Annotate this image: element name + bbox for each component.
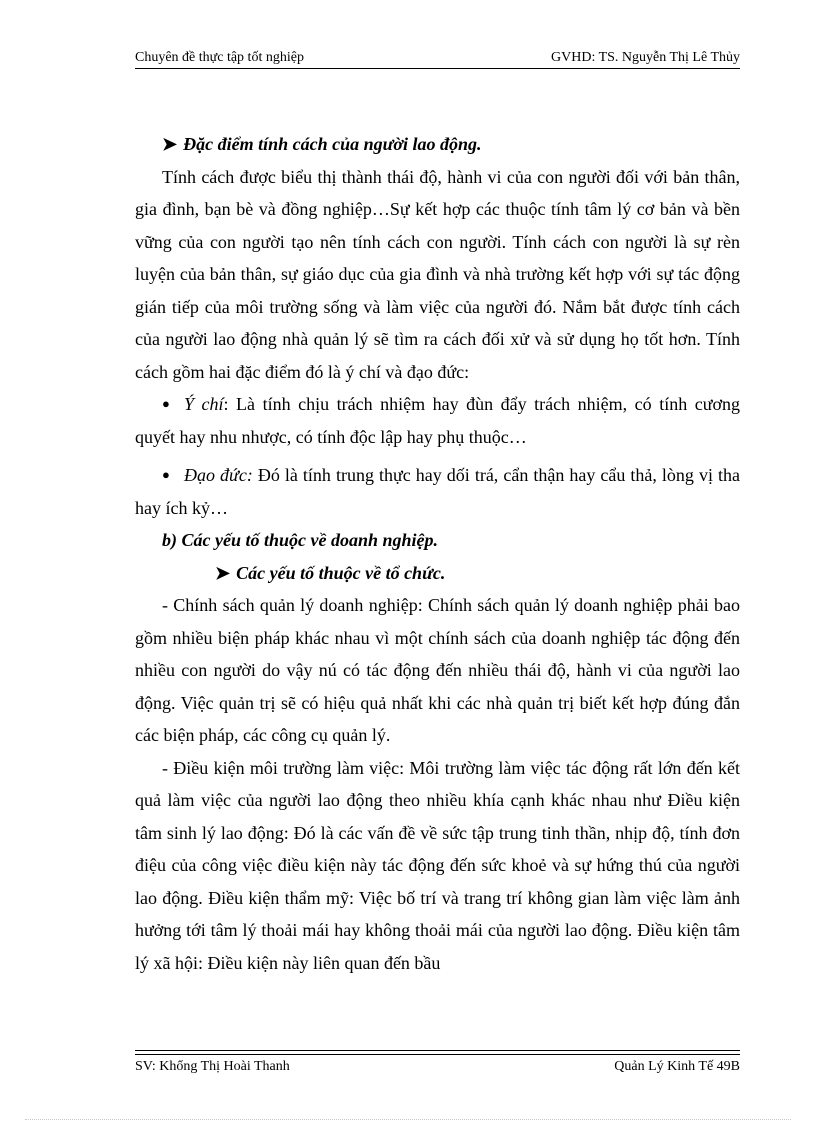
header-supervisor: GVHD: TS. Nguyễn Thị Lê Thủy — [551, 50, 740, 65]
section-heading: ➤ Đặc điểm tính cách của người lao động. — [162, 128, 740, 161]
bullet-item-y-chi — [135, 388, 740, 453]
subsection-heading-b: b) Các yếu tố thuộc về doanh nghiệp. — [162, 530, 439, 550]
bullet-term: Ý chí — [184, 394, 224, 414]
arrow-bullet-icon: ➤ — [215, 562, 231, 583]
bullet-item-dao-duc — [135, 459, 740, 524]
bullet-text: : Là tính chịu trách nhiệm hay đùn đẩy trách nhiệm, có tính cương quyết hay nhu nhược, có tính độc lập hay phụ thuộc… — [135, 394, 740, 447]
footer-student: SV: Khổng Thị Hoài Thanh — [135, 1059, 290, 1074]
section-heading-organization: ➤ Các yếu tố thuộc về tổ chức. — [215, 557, 740, 590]
footer-class: Quản Lý Kinh Tế 49B — [614, 1059, 740, 1074]
bullet-term: Đạo đức: — [184, 465, 253, 485]
bullet-text: Đó là tính trung thực hay dối trá, cẩn thận hay cẩu thả, lòng vị tha hay ích kỷ… — [135, 465, 740, 518]
page-edge-dotted-line — [25, 1119, 791, 1120]
footer-rule — [135, 1050, 740, 1055]
bullet-icon: ● — [162, 396, 170, 411]
header-rule — [135, 68, 740, 69]
paragraph: Tính cách được biểu thị thành thái độ, hành vi của con người đối với bản thân, gia đình, bạn bè và đồng nghiệp…Sự kết hợp các thuộc tính tâm lý cơ bản và bền vững của con người tạo nên tính cách con người. Tính cách con người là sự rèn luyện của bản thân, sự giáo dục của gia đình và nhà trường kết hợp với sự tác động gián tiếp của môi trường sống và làm việc của người đó. Nắm bắt được tính cách của người lao động nhà quản lý sẽ tìm ra cách đối xử và sử dụng họ tốt hơn. Tính cách gồm hai đặc điểm đó là ý chí và đạo đức: — [135, 166, 740, 382]
paragraph: - Chính sách quản lý doanh nghiệp: Chính sách quản lý doanh nghiệp phải bao gồm nhiều biện pháp khác nhau vì một chính sách của doanh nghiệp tác động đến nhiều con người do vậy nú có tác động đến nhiều thái độ, hành vi của người lao động. Việc quản trị sẽ có hiệu quả nhất khi các nhà quản trị biết kết hợp đúng đắn các biện pháp, các công cụ quản lý. — [135, 595, 740, 745]
bullet-icon: ● — [162, 467, 170, 482]
document-body — [135, 128, 740, 979]
page-header — [135, 50, 740, 70]
arrow-bullet-icon: ➤ — [162, 134, 178, 154]
paragraph: - Điều kiện môi trường làm việc: Môi trường làm việc tác động rất lớn đến kết quả làm việc của người lao động theo nhiều khía cạnh khác nhau như Điều kiện tâm sinh lý lao động: Đó là các vấn đề về sức tập trung tinh thần, nhịp độ, tính đơn điệu của công việc điều kiện này tác động đến sức khoẻ và sự hứng thú của người lao động. Điều kiện thẩm mỹ: Việc bố trí và trang trí không gian làm việc làm ảnh hưởng tới tâm lý thoải mái hay không thoải mái của người lao động. Điều kiện tâm lý xã hội: Điều kiện này liên quan đến bầu — [135, 757, 740, 973]
header-course-title: Chuyên đề thực tập tốt nghiệp — [135, 50, 304, 65]
